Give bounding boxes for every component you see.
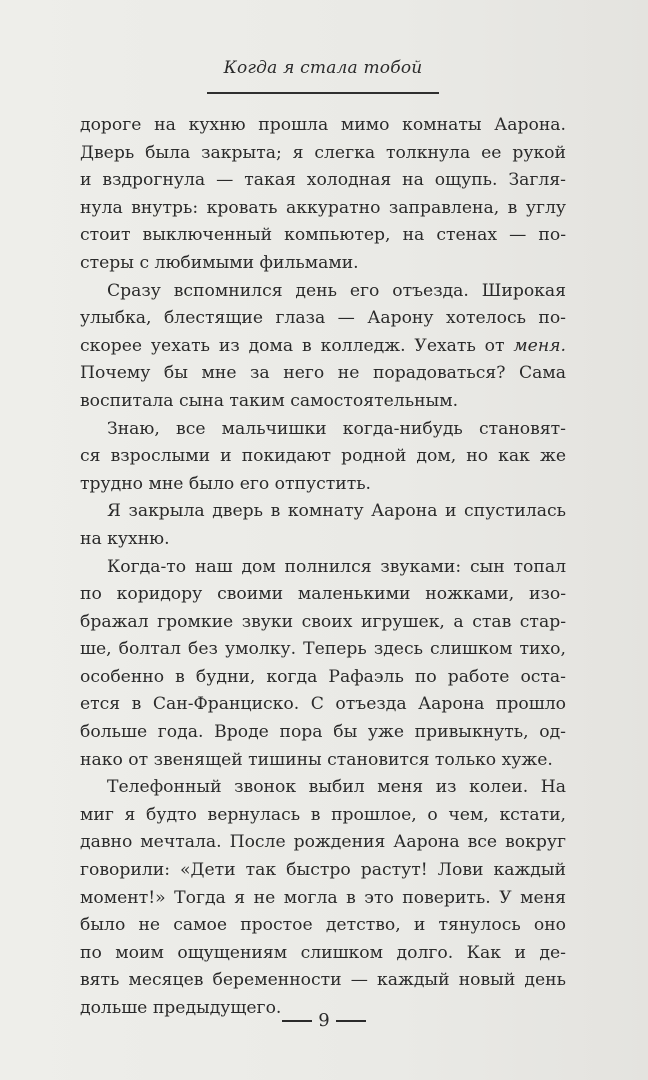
folio-dash-right	[336, 1020, 366, 1022]
paragraph-3	[80, 416, 566, 499]
text-line: ше, болтал без умолку. Теперь здесь слишком тихо,	[80, 639, 566, 660]
text-segment: скорее уехать из дома в колледж. Уехать от	[80, 335, 514, 356]
page-number	[0, 1010, 648, 1031]
text-line: стеры с любимыми фильмами.	[80, 252, 359, 273]
text-line: улыбка, блестящие глаза — Аарону хотелось по-	[80, 308, 566, 329]
text-line: вять месяцев беременности — каждый новый день	[80, 970, 566, 991]
text-line: момент!» Тогда я не могла в это поверить. У меня	[80, 887, 566, 908]
running-head-rule	[207, 92, 439, 94]
text-line: было не самое простое детство, и тянулось оно	[80, 915, 566, 936]
text-line: нула внутрь: кровать аккуратно заправлена, в углу	[80, 197, 566, 218]
text-line: трудно мне было его отпустить.	[80, 473, 372, 494]
text-line: говорили: «Дети так быстро растут! Лови каждый	[80, 860, 566, 881]
text-line: давно мечтала. После рождения Аарона все вокруг	[80, 832, 566, 853]
text-line: Знаю, все мальчишки когда-нибудь становят-	[107, 418, 566, 439]
text-line: по коридору своими маленькими ножками, изо-	[80, 584, 566, 605]
text-line: дороге на кухню прошла мимо комнаты Аарона.	[80, 115, 566, 135]
body-text	[80, 112, 566, 1023]
paragraph-2	[80, 278, 566, 416]
text-line: воспитала сына таким самостоятельным.	[80, 390, 459, 411]
text-line: на кухню.	[80, 528, 170, 549]
text-line: по моим ощущениям слишком долго. Как и де-	[80, 942, 566, 963]
text-line: Дверь была закрыта; я слегка толкнула ее рукой	[80, 142, 566, 163]
text-line: миг я будто вернулась в прошлое, о чем, кстати,	[80, 804, 566, 825]
paragraph-4	[80, 498, 566, 553]
text-line: бражал громкие звуки своих игрушек, а став стар-	[80, 611, 566, 632]
paragraph-6	[80, 774, 566, 1022]
text-line: особенно в будни, когда Рафаэль по работе оста-	[80, 666, 566, 687]
paragraph-1	[80, 112, 566, 278]
text-line-with-emphasis	[80, 333, 566, 361]
text-line: Когда-то наш дом полнился звуками: сын топал	[107, 556, 566, 577]
text-line: стоит выключенный компьютер, на стенах — по-	[80, 225, 566, 246]
text-line: Сразу вспомнился день его отъезда. Широкая	[107, 280, 566, 301]
folio-dash-left	[282, 1020, 312, 1022]
page-number-text: 9	[318, 1010, 330, 1031]
text-line: Телефонный звонок выбил меня из колеи. На	[107, 777, 566, 798]
text-line: дольше предыдущего.	[80, 998, 282, 1018]
text-line: ся взрослыми и покидают родной дом, но как же	[80, 446, 566, 467]
paragraph-5	[80, 554, 566, 775]
text-line: ется в Сан-Франциско. С отъезда Аарона прошло	[80, 694, 566, 715]
text-line: и вздрогнула — такая холодная на ощупь. Загля-	[80, 170, 566, 191]
text-line: Я закрыла дверь в комнату Аарона и спустилась	[107, 501, 566, 522]
text-line: больше года. Вроде пора бы уже привыкнуть, од-	[80, 722, 566, 743]
text-line: нако от звенящей тишины становится только хуже.	[80, 749, 553, 770]
emphasis-word: меня.	[513, 335, 566, 356]
text-line: Почему бы мне за него не порадоваться? Сама	[80, 363, 566, 384]
running-head: Когда я стала тобой	[223, 58, 423, 78]
